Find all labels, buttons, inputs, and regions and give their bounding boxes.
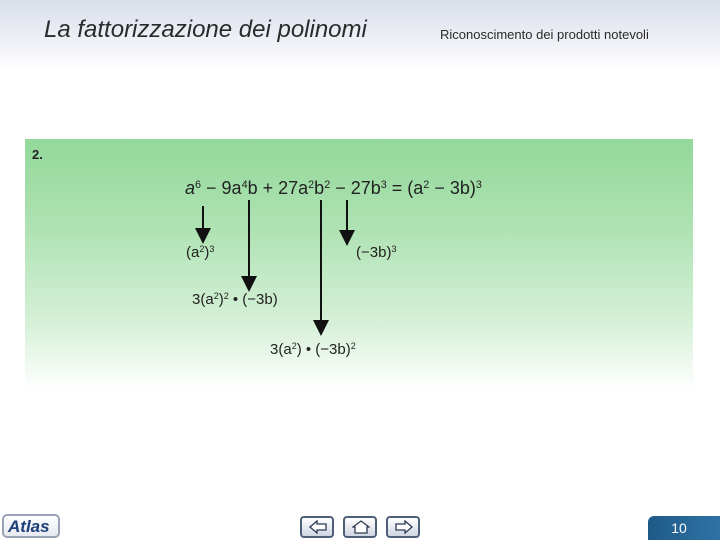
exponent: 2 xyxy=(324,179,331,192)
term-text: • (−3b) xyxy=(228,291,278,308)
exponent: 4 xyxy=(241,179,248,192)
exponent: 2 xyxy=(291,341,297,352)
term-text: (a xyxy=(186,244,200,261)
equation-term: − 27b xyxy=(330,178,381,198)
term-text: ) xyxy=(204,244,210,261)
term-text: (−3b) xyxy=(356,244,392,261)
exercise-number: 2. xyxy=(32,147,43,162)
home-button[interactable] xyxy=(343,516,377,538)
equation-term: b + 27a xyxy=(247,178,309,198)
cube-term-2 xyxy=(356,244,396,261)
equation-term: a xyxy=(185,178,196,198)
triple-product-2 xyxy=(270,341,356,358)
exponent: 2 xyxy=(213,291,219,302)
exponent: 3 xyxy=(209,244,215,255)
prev-slide-button[interactable] xyxy=(300,516,334,538)
home-icon xyxy=(352,520,370,534)
term-text: ) xyxy=(218,291,224,308)
slide-subtitle: Riconoscimento dei prodotti notevoli xyxy=(440,27,649,42)
exponent: 2 xyxy=(350,341,356,352)
logo-text: Atlas xyxy=(8,517,50,536)
exponent: 2 xyxy=(223,291,229,302)
equation-term: − 9a xyxy=(201,178,242,198)
equation-term: − 3b) xyxy=(429,178,476,198)
term-text: 3(a xyxy=(270,341,292,358)
arrow-left-icon xyxy=(309,520,327,534)
exponent: 2 xyxy=(199,244,205,255)
triple-product-1 xyxy=(192,291,278,308)
exponent: 2 xyxy=(423,179,430,192)
next-slide-button[interactable] xyxy=(386,516,420,538)
atlas-logo[interactable] xyxy=(2,514,60,538)
term-text: 3(a xyxy=(192,291,214,308)
exponent: 3 xyxy=(475,179,482,192)
term-text: ) • (−3b) xyxy=(296,341,351,358)
cube-term-1 xyxy=(186,244,214,261)
equation-term: b xyxy=(314,178,325,198)
exponent: 6 xyxy=(195,179,202,192)
page-number: 10 xyxy=(671,520,687,536)
exponent: 3 xyxy=(380,179,387,192)
exponent: 3 xyxy=(391,244,397,255)
exponent: 2 xyxy=(308,179,315,192)
arrow-right-icon xyxy=(395,520,413,534)
page-number-badge xyxy=(648,516,720,540)
slide-title: La fattorizzazione dei polinomi xyxy=(44,16,367,43)
equation-term: = (a xyxy=(386,178,424,198)
